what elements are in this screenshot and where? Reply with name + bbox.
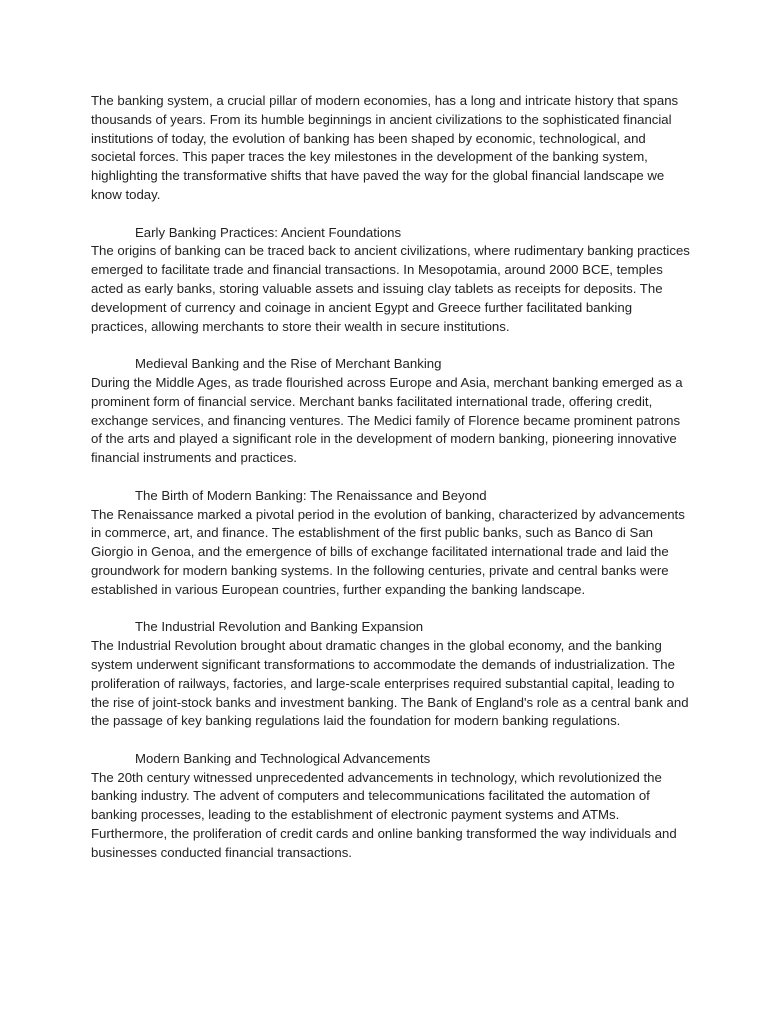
section-technological-advancements	[91, 750, 691, 863]
section-heading: The Birth of Modern Banking: The Renaissance and Beyond	[135, 487, 487, 503]
section-body: The 20th century witnessed unprecedented advancements in technology, which revolutionized the banking industry. The advent of computers and telecommunications facilitated the automation of banking processes, leading to the establishment of electronic payment systems and ATMs. Furthermore, the proliferation of credit cards and online banking transformed the way individuals and businesses conducted financial transactions.	[91, 769, 677, 860]
section-body: The Industrial Revolution brought about dramatic changes in the global economy, and the banking system underwent significant transformations to accommodate the demands of industrialization. The proliferation of railways, factories, and large-scale enterprises required substantial capital, leading to the rise of joint-stock banks and investment banking. The Bank of England's role as a central bank and the passage of key banking regulations laid the foundation for modern banking regulations.	[91, 638, 689, 729]
section-ancient-foundations	[91, 224, 691, 337]
document-page	[91, 92, 691, 863]
section-industrial-revolution	[91, 618, 691, 731]
section-medieval-banking	[91, 355, 691, 468]
section-heading: The Industrial Revolution and Banking Expansion	[135, 619, 424, 635]
section-body: The Renaissance marked a pivotal period in the evolution of banking, characterized by advancements in commerce, art, and finance. The establishment of the first public banks, such as Banco di San Giorgio in Genoa, and the emergence of bills of exchange facilitated international trade and laid the groundwork for modern banking systems. In the following centuries, private and central banks were established in various European countries, further expanding the banking landscape.	[91, 506, 685, 597]
section-modern-banking-birth	[91, 487, 691, 600]
section-heading: Early Banking Practices: Ancient Foundations	[135, 224, 402, 240]
section-body: The origins of banking can be traced back to ancient civilizations, where rudimentary banking practices emerged to facilitate trade and financial transactions. In Mesopotamia, around 2000 BCE, temples acted as early banks, storing valuable assets and issuing clay tablets as receipts for deposits. The development of currency and coinage in ancient Egypt and Greece further facilitated banking practices, allowing merchants to store their wealth in secure institutions.	[91, 243, 690, 334]
section-heading: Medieval Banking and the Rise of Merchant Banking	[135, 356, 442, 372]
intro-paragraph: The banking system, a crucial pillar of modern economies, has a long and intricate history that spans thousands of years. From its humble beginnings in ancient civilizations to the sophisticated financial institutions of today, the evolution of banking has been shaped by economic, technological, and societal forces. This paper traces the key milestones in the development of the banking system, highlighting the transformative shifts that have paved the way for the global financial landscape we know today.	[91, 93, 679, 202]
section-body: During the Middle Ages, as trade flourished across Europe and Asia, merchant banking emerged as a prominent form of financial service. Merchant banks facilitated international trade, offering credit, exchange services, and financing ventures. The Medici family of Florence became prominent patrons of the arts and played a significant role in the development of modern banking, pioneering innovative financial instruments and practices.	[91, 374, 683, 466]
section-heading: Modern Banking and Technological Advancements	[135, 750, 431, 766]
